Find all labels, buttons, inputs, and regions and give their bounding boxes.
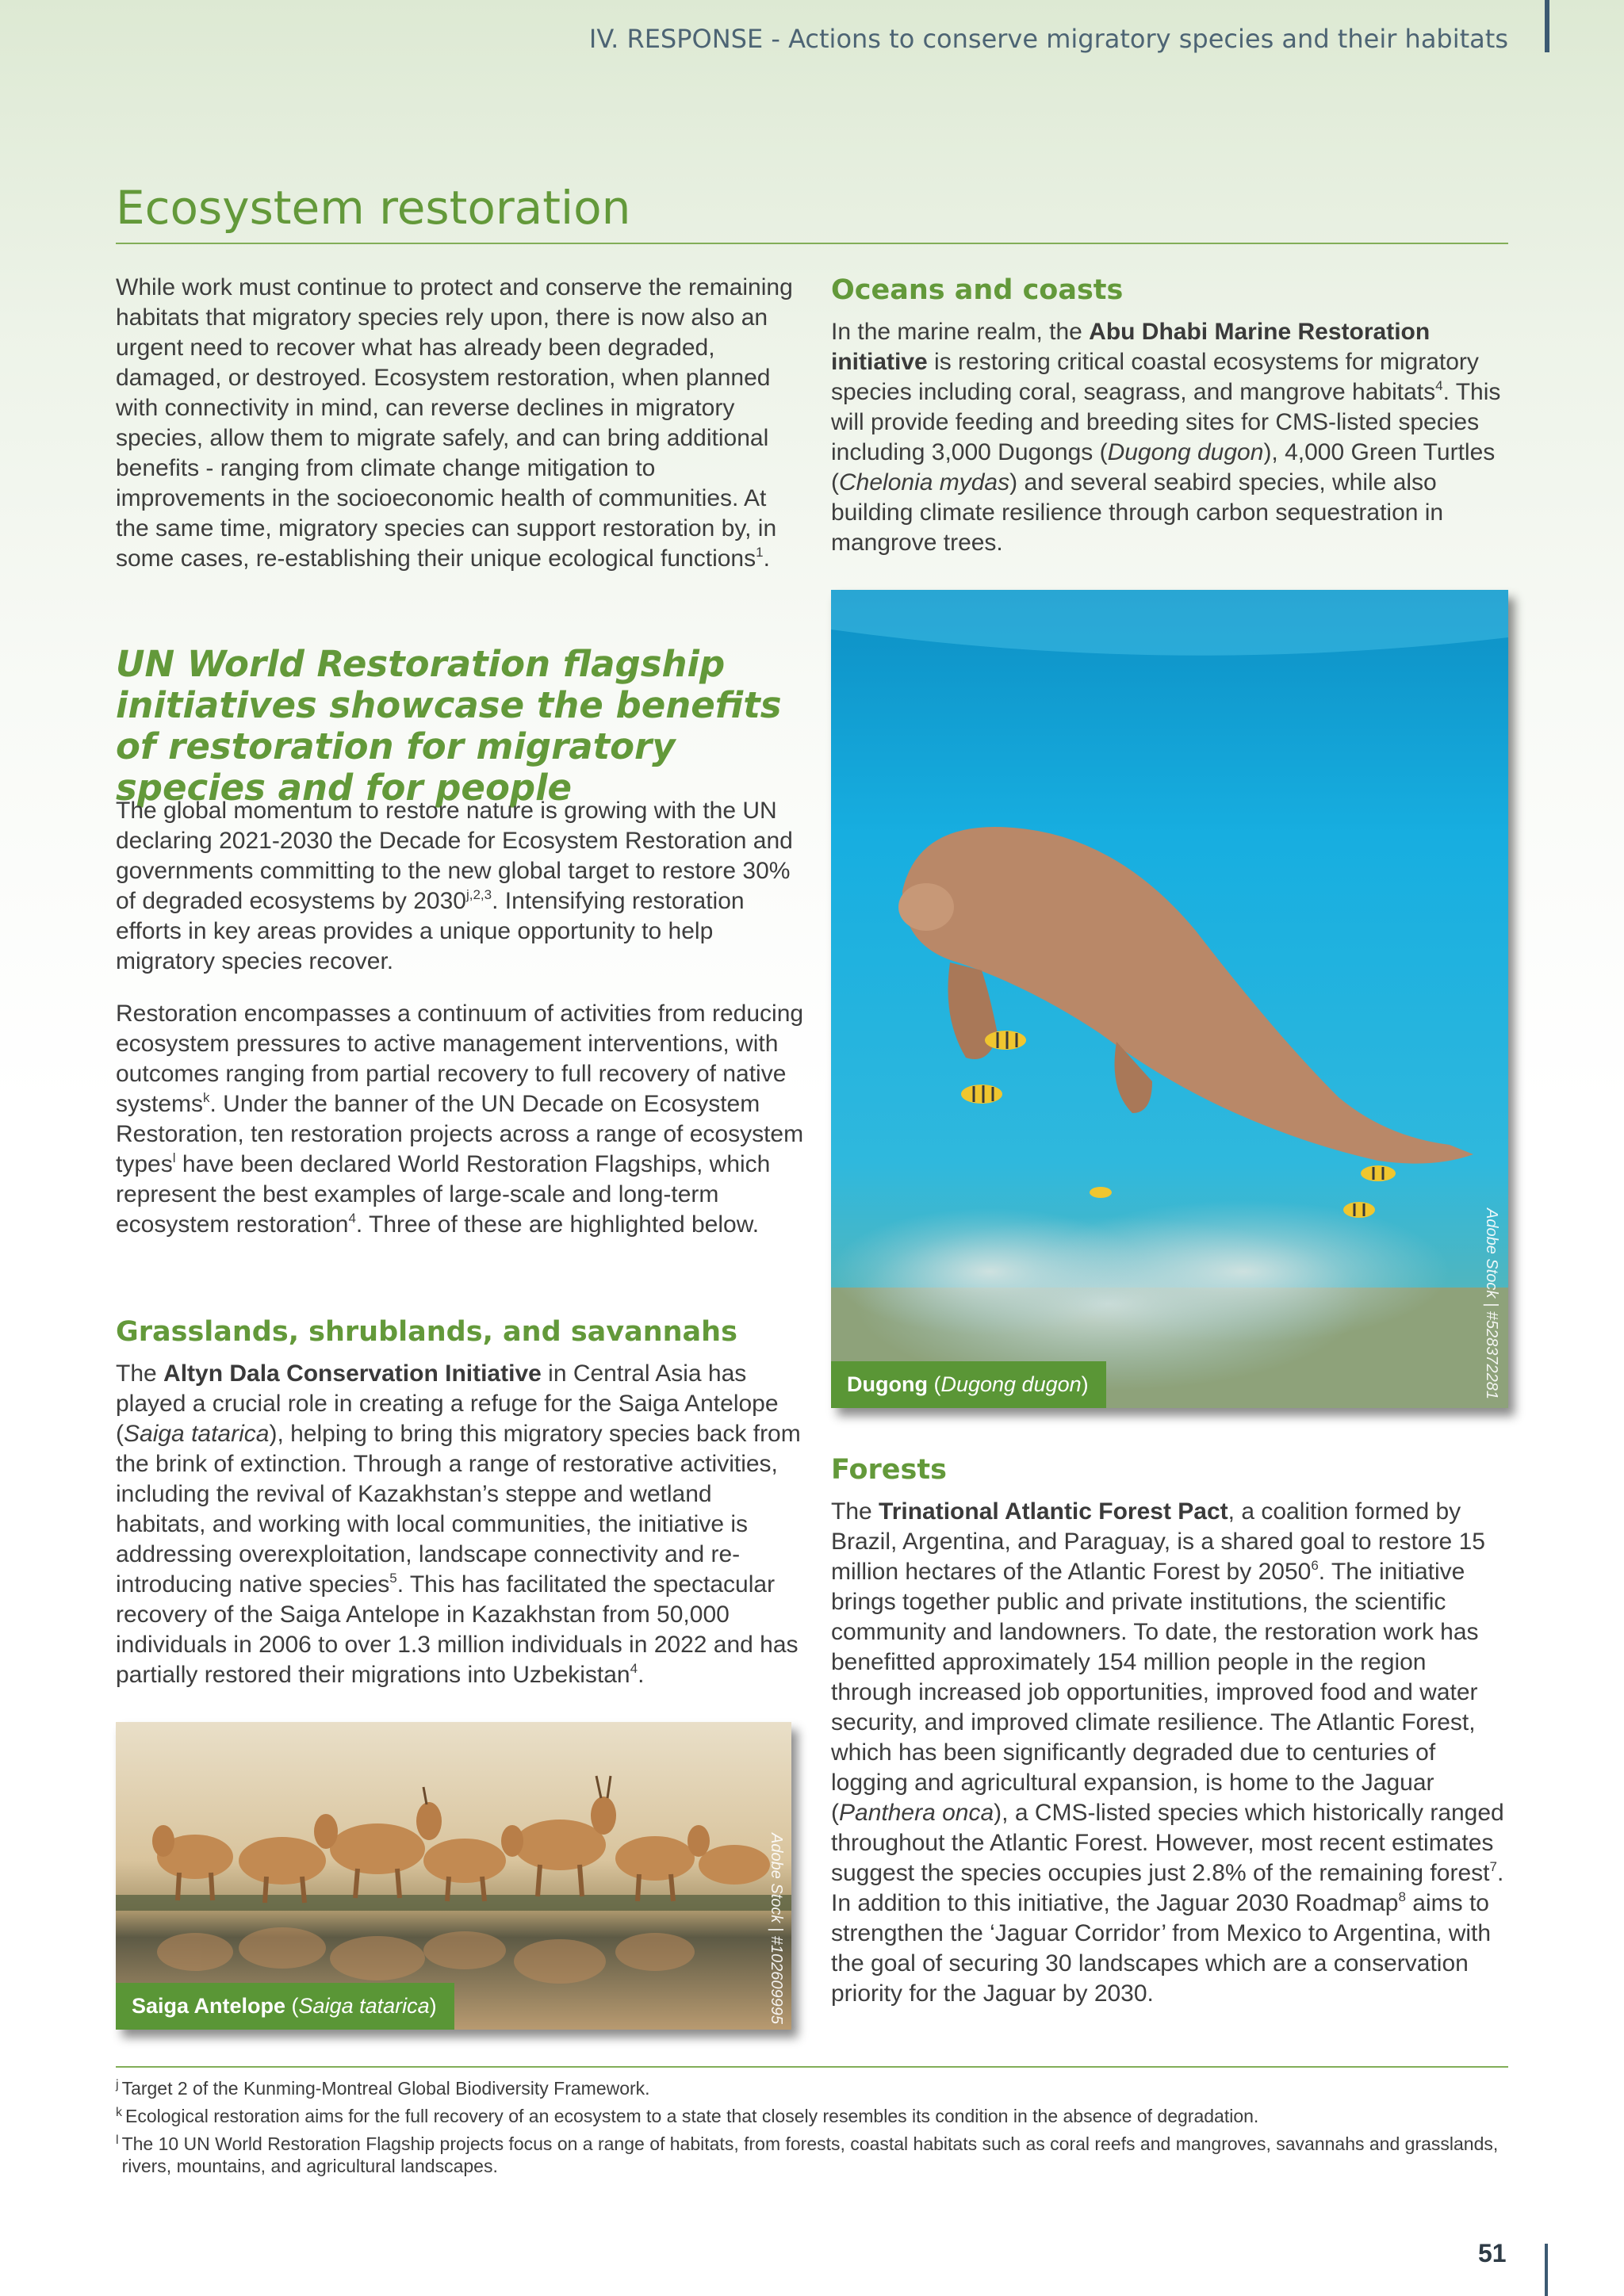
footnote-k bbox=[116, 2105, 1508, 2127]
ref-4c: 4 bbox=[1435, 378, 1443, 393]
saiga-caption-open: ( bbox=[285, 1994, 299, 2018]
title-divider bbox=[116, 243, 1508, 244]
grasslands-paragraph bbox=[116, 1359, 806, 1690]
footnote-j-mark: j bbox=[116, 2078, 119, 2091]
forests-text-1: The bbox=[831, 1498, 879, 1525]
ref-7: 7 bbox=[1489, 1859, 1497, 1874]
footnote-divider bbox=[116, 2066, 1508, 2068]
dugong-latin-name: Dugong dugon bbox=[1107, 439, 1264, 465]
page-title: Ecosystem restoration bbox=[116, 181, 631, 235]
dugong-caption-common: Dugong bbox=[847, 1372, 928, 1396]
grasslands-text-5: . bbox=[638, 1662, 645, 1688]
intro-text: While work must continue to protect and conserve the remaining habitats that migratory species rely upon, there is now also an urgent need to recover what has already been degraded, damaged, or destroyed. Ecosystem restoration, when planned with connectivity in mind, can reverse declines in migratory species, allow them to migrate safely, and can bring additional benefits - ranging from climate change mitigation to improvements in the socioeconomic health of communities. At the same time, migratory species can support restoration by, in some cases, re-establishing their unique ecological functions bbox=[116, 274, 793, 572]
footer-accent-bar bbox=[1545, 2244, 1548, 2296]
forests-text-4: ), a CMS-listed species which historically ranged throughout the Atlantic Forest. However, most recent estimates suggest the species occupies just 2.8% of the remaining forest bbox=[831, 1800, 1504, 1886]
saiga-photo-credit: Adobe Stock | #102609995 bbox=[768, 1833, 785, 2024]
momentum-text-2b: . Under the banner of the UN Decade on Ecosystem Restoration, ten restoration projects across a range of ecosystem types bbox=[116, 1091, 804, 1177]
saiga-caption-common: Saiga Antelope bbox=[132, 1994, 286, 2018]
green-turtle-latin-name: Chelonia mydas bbox=[839, 469, 1010, 496]
dugong-photo bbox=[831, 590, 1508, 1408]
momentum-text-2c: have been declared World Restoration Flagships, which represent the best examples of large-scale and long-term ecosystem restoration bbox=[116, 1151, 771, 1238]
momentum-paragraph-1 bbox=[116, 796, 806, 977]
footnote-l bbox=[116, 2133, 1508, 2177]
jaguar-latin-name: Panthera onca bbox=[839, 1800, 994, 1826]
grasslands-heading: Grasslands, shrublands, and savannahs bbox=[116, 1316, 737, 1348]
ref-4: 4 bbox=[348, 1211, 356, 1226]
forests-text-3: . The initiative brings together public and private institutions, the scientific community and landowners. To date, the restoration work has benefitted approximately 154 million people in the region through increased job opportunities, improved food and water security, and improved climate resilience. The Atlantic Forest, which has been significantly degraded due to centuries of logging and agricultural expansion, is home to the Jaguar ( bbox=[831, 1559, 1479, 1826]
dugong-caption-close: ) bbox=[1081, 1372, 1089, 1396]
momentum-section bbox=[116, 796, 806, 1240]
saiga-latin-name: Saiga tatarica bbox=[124, 1421, 270, 1447]
footnote-j bbox=[116, 2077, 1508, 2099]
momentum-text-1: The global momentum to restore nature is growing with the UN declaring 2021-2030 the Decade for Ecosystem Restoration and governments committing to the new global target to restore 30% of degraded ecosystems by 2030 bbox=[116, 798, 793, 914]
saiga-antelope-photo bbox=[116, 1722, 791, 2030]
abu-dhabi-name: Abu Dhabi Marine Restoration initiative bbox=[831, 319, 1431, 375]
momentum-text-1-end: . Intensifying restoration efforts in key areas provides a unique opportunity to help migratory species recover. bbox=[116, 888, 745, 974]
dugong-caption bbox=[831, 1361, 1106, 1408]
oceans-text-3: . This will provide feeding and breeding sites for CMS-listed species including 3,000 Dugongs ( bbox=[831, 379, 1501, 465]
momentum-text-2d: . Three of these are highlighted below. bbox=[355, 1211, 760, 1238]
running-header: IV. RESPONSE - Actions to conserve migratory species and their habitats bbox=[588, 24, 1508, 54]
callout-heading: UN World Restoration flagship initiatives showcase the benefits of restoration for migratory species and for people bbox=[116, 643, 782, 809]
altyn-dala-name: Altyn Dala Conservation Initiative bbox=[163, 1360, 542, 1387]
grasslands-text-4: . This has facilitated the spectacular recovery of the Saiga Antelope in Kazakhstan from 50,000 individuals in 2006 to over 1.3 million individuals in 2022 and has partially restored their migrations into Uzbekistan bbox=[116, 1571, 799, 1688]
oceans-paragraph bbox=[831, 317, 1510, 558]
grasslands-text-3: ), helping to bring this migratory species back from the brink of extinction. Through a range of restorative activities, including the revival of Kazakhstan’s steppe and wetland habitats, and working with local communities, the initiative is addressing overexploitation, landscape connectivity and re-introducing native species bbox=[116, 1421, 801, 1598]
intro-paragraph bbox=[116, 273, 806, 574]
forests-text-2: , a coalition formed by Brazil, Argentina, and Paraguay, is a shared goal to restore 15 million hectares of the Atlantic Forest by 2050 bbox=[831, 1498, 1485, 1585]
footnote-l-text: The 10 UN World Restoration Flagship projects focus on a range of habitats, from forests, coastal habitats such as coral reefs and mangroves, savannahs and grasslands, rivers, mountains, and agricultural landscapes. bbox=[121, 2133, 1499, 2176]
footnotes bbox=[116, 2077, 1508, 2183]
dugong-caption-open: ( bbox=[927, 1372, 941, 1396]
ref-1: 1 bbox=[756, 545, 764, 560]
page-number: 51 bbox=[1478, 2239, 1507, 2267]
footnote-k-mark: k bbox=[116, 2106, 122, 2119]
oceans-text-4: ), 4,000 Green Turtles ( bbox=[831, 439, 1496, 496]
saiga-caption-latin: Saiga tatarica bbox=[298, 1994, 430, 2018]
forests-text-5: . In addition to this initiative, the Jaguar 2030 Roadmap bbox=[831, 1860, 1504, 1916]
intro-end: . bbox=[763, 545, 770, 572]
footnote-l-mark: l bbox=[116, 2133, 119, 2147]
forests-heading: Forests bbox=[831, 1454, 947, 1486]
momentum-paragraph-2 bbox=[116, 999, 806, 1240]
header-accent-bar bbox=[1545, 0, 1549, 52]
dugong-photo-credit: Adobe Stock | #528372281 bbox=[1483, 1208, 1500, 1399]
atlantic-forest-pact-name: Trinational Atlantic Forest Pact bbox=[879, 1498, 1228, 1525]
oceans-text-2: is restoring critical coastal ecosystems for migratory species including coral, seagrass, and mangrove habitats bbox=[831, 349, 1479, 405]
ref-8: 8 bbox=[1398, 1889, 1406, 1904]
oceans-text-5: ) and several seabird species, while also building climate resilience through carbon sequestration in mangrove trees. bbox=[831, 469, 1444, 556]
forests-text-6: aims to strengthen the ‘Jaguar Corridor’ from Mexico to Argentina, with the goal of securing 30 landscapes which are a conservation priority for the Jaguar by 2030. bbox=[831, 1890, 1492, 2007]
footnote-j-text: Target 2 of the Kunming-Montreal Global Biodiversity Framework. bbox=[121, 2078, 650, 2099]
ref-4b: 4 bbox=[630, 1661, 638, 1676]
saiga-caption bbox=[116, 1983, 454, 2030]
saiga-caption-close: ) bbox=[429, 1994, 437, 2018]
forests-paragraph bbox=[831, 1497, 1510, 2009]
momentum-text-2a: Restoration encompasses a continuum of activities from reducing ecosystem pressures to active management interventions, with outcomes ranging from partial recovery to full recovery of native systems bbox=[116, 1001, 804, 1117]
dugong-caption-latin: Dugong dugon bbox=[940, 1372, 1082, 1396]
ref-k: k bbox=[203, 1090, 210, 1105]
oceans-text-1: In the marine realm, the bbox=[831, 319, 1090, 345]
footnote-k-text: Ecological restoration aims for the full recovery of an ecosystem to a state that closely resembles its condition in the absence of degradation. bbox=[125, 2106, 1259, 2126]
ref-l: l bbox=[172, 1150, 176, 1165]
ref-j23: j,2,3 bbox=[465, 887, 492, 902]
grasslands-text-1: The bbox=[116, 1360, 164, 1387]
oceans-heading: Oceans and coasts bbox=[831, 274, 1124, 306]
ref-6: 6 bbox=[1311, 1558, 1319, 1573]
dugong-illustration bbox=[831, 590, 1508, 1408]
ref-5: 5 bbox=[389, 1571, 397, 1586]
grasslands-text-2: in Central Asia has played a crucial role in creating a refuge for the Saiga Antelope ( bbox=[116, 1360, 779, 1447]
